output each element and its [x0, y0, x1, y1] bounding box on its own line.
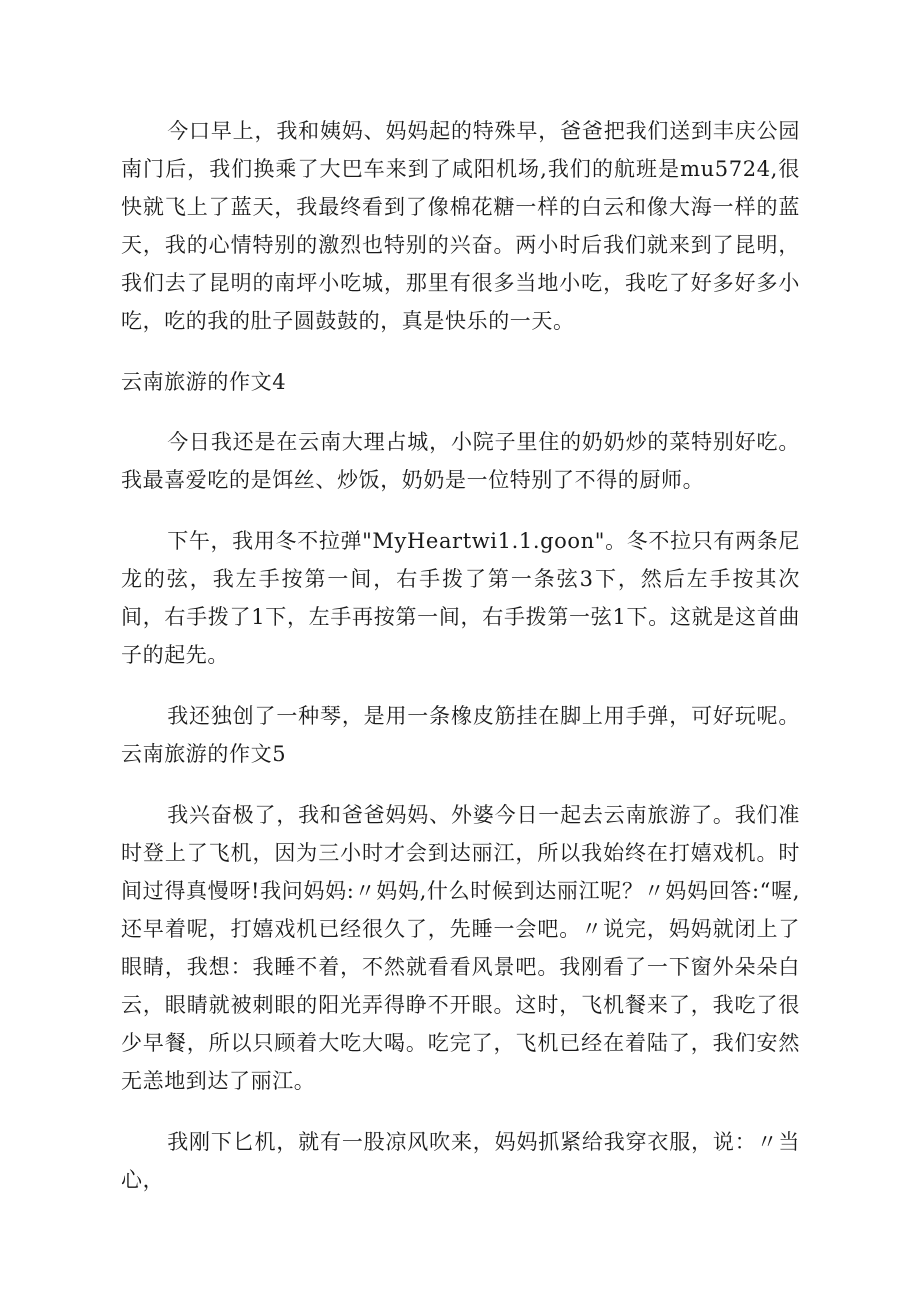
paragraph-arrival-kunming: 今口早上，我和姨妈、妈妈起的特殊早，爸爸把我们送到丰庆公园南门后，我们换乘了大巴车来到了咸阳机场,我们的航班是mu5724,很快就飞上了蓝天，我最终看到了像棉花糖一样的白云和像大海一样的蓝天，我的心情特别的激烈也特别的兴奋。两小时后我们就来到了昆明，我们去了昆明的南坪小吃城，那里有很多当地小吃，我吃了好多好多小吃，吃的我的肚子圆鼓鼓的，真是快乐的一天。 [121, 119, 800, 333]
paragraph-dombra-song: 下午，我用冬不拉弹"MyHeartwi1.1.goon"。冬不拉只有两条尼龙的弦，我左手按第一间，右手拨了第一条弦3下，然后左手按其次间，右手拨了1下，左手再按第一间，右手拨第一弦1下。这就是这首曲子的起先。 [121, 529, 800, 667]
section-heading-essay-4: 云南旅游的作文4 [121, 370, 287, 394]
paragraph-dali-food: 今日我还是在云南大理占城，小院子里住的奶奶炒的菜特别好吃。我最喜爱吃的是饵丝、炒饭，奶奶是一位特别了不得的厨师。 [121, 430, 800, 492]
paragraph-landing: 我刚下匕机，就有一股凉风吹来，妈妈抓紧给我穿衣服，说：〃当心， [121, 1130, 800, 1192]
paragraph-flight-to-lijiang: 我兴奋极了，我和爸爸妈妈、外婆今日一起去云南旅游了。我们准时登上了飞机，因为三小时才会到达丽江，所以我始终在打嬉戏机。时间过得真慢呀!我问妈妈:〃妈妈,什么时候到达丽江呢？〃妈妈回答:“喔,还早着呢，打嬉戏机已经很久了，先睡一会吧。〃说完，妈妈就闭上了眼睛，我想：我睡不着，不然就看看风景吧。我刚看了一下窗外朵朵白云，眼睛就被刺眼的阳光弄得睁不开眼。这时，飞机餐来了，我吃了很少早餐，所以只顾着大吃大喝。吃完了，飞机已经在着陆了，我们安然无恙地到达了丽江。 [121, 803, 800, 1093]
paragraph-rubber-band-instrument: 我还独创了一种琴，是用一条橡皮筋挂在脚上用手弹，可好玩呢。云南旅游的作文5 [121, 704, 800, 766]
